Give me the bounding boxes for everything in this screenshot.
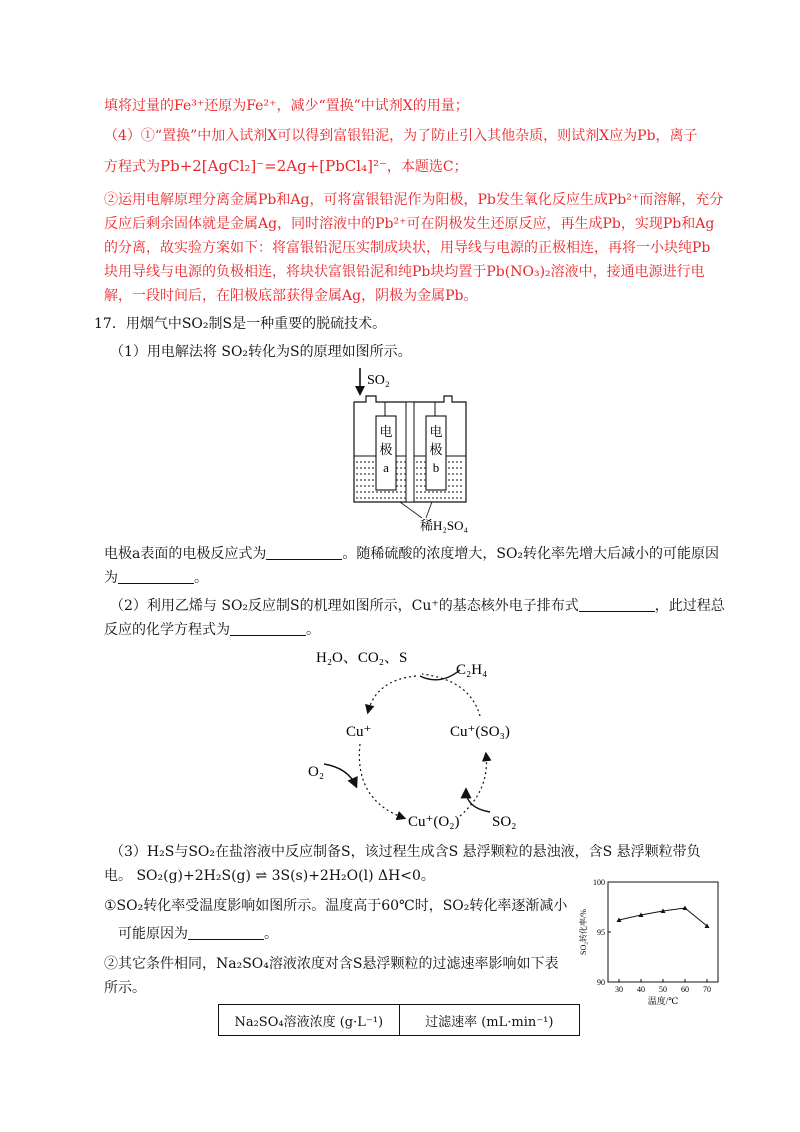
q17-part1-question-line2 — [104, 568, 208, 588]
y-tick-label: 95 — [597, 928, 605, 937]
electrode-b-char-1: 电 — [429, 424, 443, 439]
so2-conversion-chart — [576, 876, 726, 1008]
x-tick-label: 50 — [659, 985, 667, 994]
answer-line-8: 解，一段时间后，在阳极底部获得金属Ag，阴极为金属Pb。 — [104, 288, 478, 304]
table-header-filtration-rate: 过滤速率 (mL·min⁻¹) — [425, 1014, 554, 1030]
electrode-a-char-1: 电 — [379, 424, 393, 439]
answer-blank-electron-config[interactable] — [579, 597, 655, 612]
answer-line-3 — [104, 156, 468, 177]
q17-part2-line1 — [110, 596, 725, 616]
filtration-rate-table — [218, 1004, 580, 1036]
catalytic-cycle-diagram — [290, 640, 540, 836]
chart-ylabel: SO₂转化率/% — [579, 909, 588, 955]
q17-part1-question-a: 电极a表面的电极反应式为 — [104, 546, 267, 562]
cycle-c2h4-label: C₂H₄ — [456, 662, 488, 678]
chart-plot-frame — [608, 882, 718, 982]
q17-part1-question — [104, 544, 719, 564]
ionic-equation: Pb+2[AgCl₂]⁻=2Ag+[PbCl₄]²⁻ — [160, 157, 387, 175]
q17-part3-text-e: 。 — [264, 926, 278, 942]
q17-part3-sub2: ②其它条件相同，Na₂SO₄溶液浓度对含S悬浮颗粒的过滤速率影响如下表 — [104, 956, 559, 972]
x-tick-label: 40 — [637, 985, 645, 994]
electrolysis-diagram — [340, 364, 510, 540]
dilute-sulfuric-acid-label: 稀H₂SO₄ — [420, 518, 469, 533]
answer-line-3-lead: 方程式为 — [104, 159, 160, 175]
q17-part2-line2 — [104, 620, 320, 640]
cycle-so2-label: SO₂ — [492, 814, 517, 830]
cycle-o2-label: O₂ — [308, 764, 325, 780]
cycle-cu-o2-label: Cu⁺(O₂) — [408, 814, 460, 830]
q17-part1-question-d: 。 — [194, 570, 208, 586]
answer-blank-reason-2[interactable] — [188, 925, 264, 940]
chart-xlabel: 温度/℃ — [647, 996, 679, 1006]
question-17-title: 17．用烟气中SO₂制S是一种重要的脱硫技术。 — [94, 316, 387, 332]
q17-part3-sub1-line2 — [118, 924, 278, 944]
cycle-cu-so3-label: Cu⁺(SO₃) — [450, 724, 510, 740]
q17-part2-text-b: ，此过程总 — [654, 598, 725, 614]
q17-part1-question-b: 。随稀硫酸的浓度增大，SO₂转化率先增大后减小的可能原因 — [342, 546, 720, 562]
electrode-a-char-2: 极 — [379, 442, 393, 457]
q17-part2-text-a: （2）利用乙烯与 SO₂反应制S的机理如图所示，Cu⁺的基态核外电子排布式 — [110, 598, 579, 614]
so2-inlet-label: SO₂ — [367, 373, 390, 388]
y-tick-label: 100 — [593, 878, 605, 887]
y-tick-label: 90 — [597, 978, 605, 987]
q17-part3-line1: （3）H₂S与SO₂在盐溶液中反应制备S，该过程生成含S 悬浮颗粒的悬浊液，含S 悬浮颗粒带负 — [110, 844, 701, 860]
answer-blank-electrode-reaction[interactable] — [266, 545, 342, 560]
answer-blank-reason-1[interactable] — [118, 569, 194, 584]
answer-blank-equation[interactable] — [230, 621, 306, 636]
answer-line-3-tail: ，本题选C； — [386, 159, 468, 175]
answer-line-5: 反应后剩余固体就是金属Ag，同时溶液中的Pb²⁺可在阴极发生还原反应，再生成Pb，实现Pb和Ag — [104, 216, 715, 232]
q17-part2-text-d: 。 — [306, 622, 320, 638]
x-tick-label: 30 — [615, 985, 623, 994]
q17-part1-text: （1）用电解法将 SO₂转化为S的原理如图所示。 — [110, 344, 412, 360]
cycle-cu-label: Cu⁺ — [346, 724, 372, 740]
answer-line-7: 块用导线与电源的负极相连，将块状富银铅泥和纯Pb块均置于Pb(NO₃)₂溶液中，接通电源进行电 — [104, 264, 705, 280]
x-tick-label: 60 — [681, 985, 689, 994]
electrode-a-char-3: a — [383, 460, 389, 475]
cycle-products-label: H₂O、CO₂、S — [316, 650, 408, 666]
answer-line-4: ②运用电解原理分离金属Pb和Ag，可将富银铅泥作为阳极，Pb发生氧化反应生成Pb²⁺而溶解，充分 — [104, 192, 724, 208]
answer-line-6: 的分离，故实验方案如下：将富银铅泥压实制成块状，用导线与电源的正极相连，再将一小块纯Pb — [104, 240, 711, 256]
electrode-b-char-3: b — [432, 460, 440, 475]
q17-part3-sub2-line2: 所示。 — [104, 980, 146, 996]
q17-part3-reaction: 电。 SO₂(g)+2H₂S(g) ⇌ 3S(s)+2H₂O(l) ΔH<0。 — [104, 868, 435, 884]
q17-part1-question-c: 为 — [104, 570, 118, 586]
electrode-b-char-2: 极 — [429, 442, 443, 457]
q17-part3-text-d: 可能原因为 — [118, 926, 188, 942]
answer-line-2: （4）①“置换”中加入试剂X可以得到富银铅泥，为了防止引入其他杂质，则试剂X应为Pb，离子 — [104, 128, 698, 144]
x-tick-label: 70 — [703, 985, 711, 994]
q17-part2-text-c: 反应的化学方程式为 — [104, 622, 230, 638]
table-header-concentration: Na₂SO₄溶液浓度 (g·L⁻¹) — [219, 1005, 400, 1035]
q17-part3-sub1: ①SO₂转化率受温度影响如图所示。温度高于60℃时，SO₂转化率逐渐减小 — [104, 898, 568, 914]
answer-line-1: 填将过量的Fe³⁺还原为Fe²⁺，减少“置换”中试剂X的用量； — [104, 98, 469, 114]
